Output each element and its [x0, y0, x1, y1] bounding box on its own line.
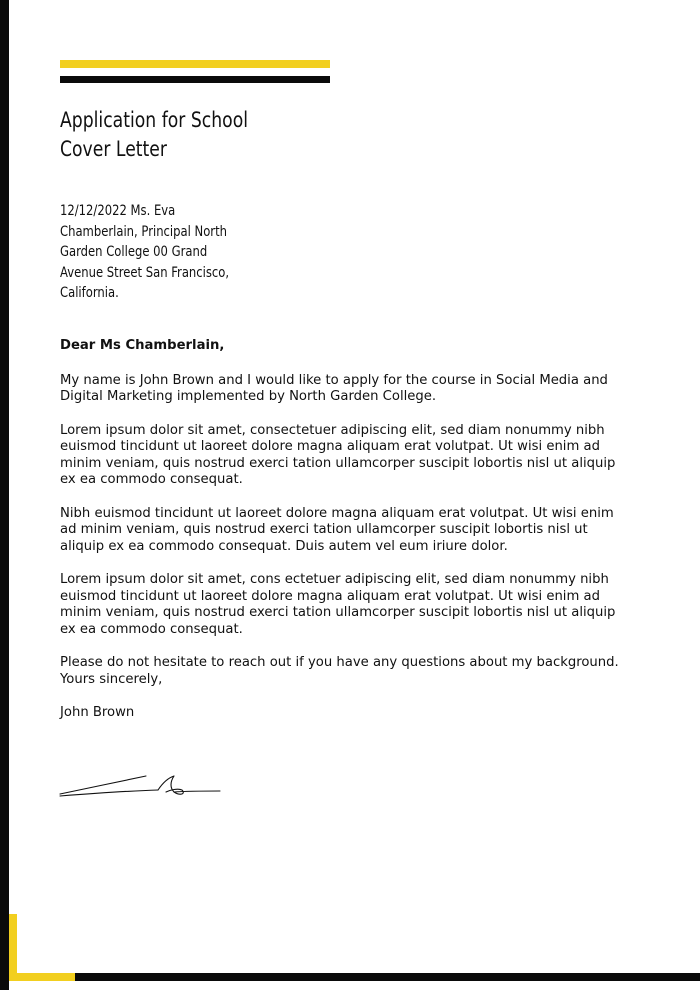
address-line: Avenue Street San Francisco, — [60, 264, 230, 281]
paragraph-intro — [60, 373, 660, 406]
signer-name: John Brown — [60, 705, 135, 720]
paragraph-line: ad minim veniam, quis nostrud exerci tation ullamcorper suscipit lobortis nisl ut — [60, 522, 588, 537]
paragraph-line: minim veniam, quis nostrud exerci tation ullamcorper suscipit lobortis nisl ut aliquip — [60, 605, 616, 620]
paragraph-line: minim veniam, quis nostrud exerci tation ullamcorper suscipit lobortis nisl ut aliquip — [60, 455, 616, 471]
address-line: Chamberlain, Principal North — [60, 223, 227, 240]
paragraph-line: euismod tincidunt ut laoreet dolore magna aliquam erat volutpat. Ut wisi enim ad — [60, 588, 600, 604]
address-line: California. — [60, 285, 119, 301]
paragraph-line: aliquip ex ea commodo consequat. Duis autem vel eum iriure dolor. — [60, 538, 508, 554]
document-title — [60, 106, 306, 164]
recipient-address — [60, 201, 244, 304]
signature-icon — [58, 770, 228, 805]
paragraph-line: ex ea commodo consequat. — [60, 621, 243, 637]
address-line: Garden College 00 Grand — [60, 244, 208, 260]
frame-bottom-bar — [0, 973, 700, 981]
frame-left-bar — [0, 0, 9, 990]
salutation: Dear Ms Chamberlain, — [60, 338, 225, 353]
paragraph-line: Lorem ipsum dolor sit amet, cons ectetuer adipiscing elit, sed diam nonummy nibh — [60, 572, 609, 587]
letter-body — [60, 338, 660, 722]
paragraph-3 — [60, 506, 660, 556]
paragraph-line: euismod tincidunt ut laoreet dolore magna aliquam erat volutpat. Ut wisi enim ad — [60, 439, 600, 454]
paragraph-line: Digital Marketing implemented by North Garden College. — [60, 389, 437, 404]
paragraph-line: My name is John Brown and I would like to apply for the course in Social Media and — [60, 372, 608, 388]
header-rule-bar — [60, 76, 330, 83]
title-line: Application for School — [60, 108, 249, 132]
paragraph-closing — [60, 655, 660, 688]
paragraph-2 — [60, 423, 660, 489]
accent-corner-horizontal — [9, 973, 75, 981]
paragraph-4 — [60, 572, 660, 638]
paragraph-line: Lorem ipsum dolor sit amet, consectetuer adipiscing elit, sed diam nonummy nibh — [60, 422, 605, 438]
title-line: Cover Letter — [60, 137, 167, 161]
paragraph-line: Nibh euismod tincidunt ut laoreet dolore magna aliquam erat volutpat. Ut wisi enim — [60, 505, 614, 521]
paragraph-line: Please do not hesitate to reach out if you have any questions about my background. — [60, 655, 619, 670]
header-accent-bar — [60, 60, 330, 68]
paragraph-line: ex ea commodo consequat. — [60, 472, 243, 487]
paragraph-line: Yours sincerely, — [60, 671, 163, 687]
accent-corner-vertical — [9, 914, 17, 981]
address-line: 12/12/2022 Ms. Eva — [60, 203, 176, 219]
